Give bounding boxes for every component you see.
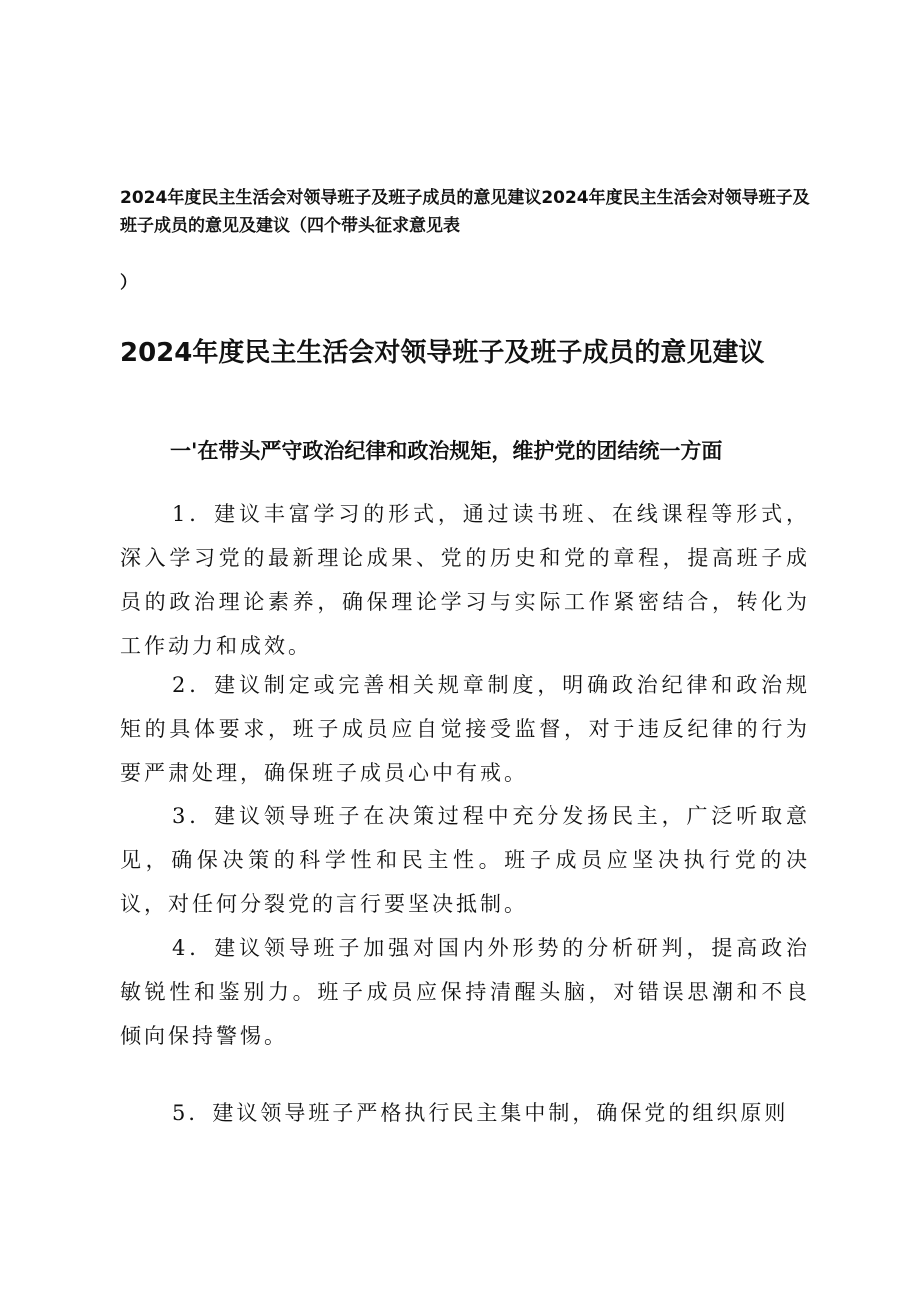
document-header: 2024年度民主生活会对领导班子及班子成员的意见建议2024年度民主生活会对领导班子及班子成员的意见及建议（四个带头征求意见表: [120, 188, 810, 236]
section-heading: 一'在带头严守政治纪律和政治规矩，维护党的团结统一方面: [170, 439, 723, 463]
document-header-close-paren: ）: [120, 273, 137, 293]
paragraph-3: 3．建议领导班子在决策过程中充分发扬民主，广泛听取意见，确保决策的科学性和民主性。班子成员应坚决执行党的决议，对任何分裂党的言行要坚决抵制。: [120, 804, 810, 916]
paragraph-2: 2．建议制定或完善相关规章制度，明确政治纪律和政治规矩的具体要求，班子成员应自觉接受监督，对于违反纪律的行为要严肃处理，确保班子成员心中有戒。: [120, 673, 810, 785]
paragraph-5: 5．建议领导班子严格执行民主集中制，确保党的组织原则: [172, 1101, 789, 1125]
page-title: 2024年度民主生活会对领导班子及班子成员的意见建议: [120, 338, 765, 368]
paragraph-1: 1．建议丰富学习的形式，通过读书班、在线课程等形式，深入学习党的最新理论成果、党的历史和党的章程，提高班子成员的政治理论素养，确保理论学习与实际工作紧密结合，转化为工作动力和成效。: [120, 502, 810, 658]
paragraph-4: 4．建议领导班子加强对国内外形势的分析研判，提高政治敏锐性和鉴别力。班子成员应保持清醒头脑，对错误思潮和不良倾向保持警惕。: [120, 936, 810, 1048]
